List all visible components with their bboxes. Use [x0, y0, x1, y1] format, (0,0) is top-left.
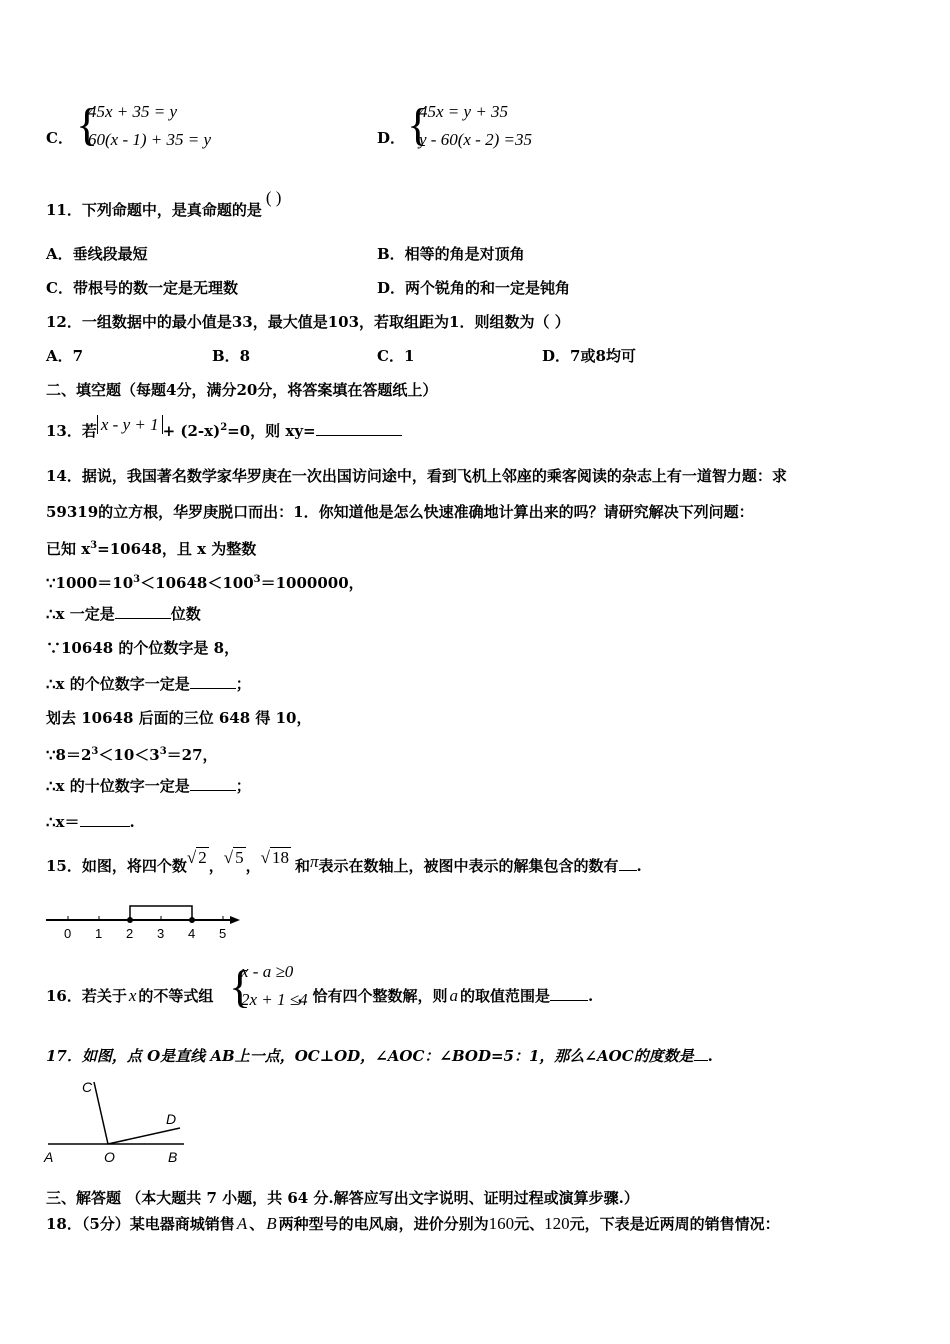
q14-line5: [46, 604, 201, 624]
q14-line10: [46, 776, 251, 796]
section-2-heading: 二、填空题（每题4分，满分20分，将答案填在答题纸上）: [46, 381, 438, 399]
axis-tick-label: 4: [188, 926, 196, 941]
axis-tick-label: 5: [219, 926, 227, 941]
q17-text: 17．如图，点 O是直线 AB上一点，OC⊥OD，∠AOC：∠BOD=5：1，那么∠AOC的度数是: [46, 1047, 694, 1065]
inequality-2: 2x + 1 ≤4: [241, 990, 308, 1009]
q15: [46, 848, 642, 876]
q14-line3-sup: 3: [90, 540, 98, 551]
label-b: B: [168, 1149, 178, 1165]
q11-option-a: A．垂线段最短: [46, 245, 148, 263]
q18-sep: 、: [249, 1215, 265, 1233]
q11-stem: [46, 188, 282, 220]
q18-price-b: 120: [544, 1214, 570, 1233]
q18-post: 元，下表是近两周的销售情况：: [569, 1215, 780, 1233]
q14-line7-b: ；: [235, 675, 251, 693]
q12-option-d: D．7或8均可: [542, 347, 636, 365]
q16-x: x: [128, 986, 137, 1005]
number-line-figure: [44, 902, 244, 942]
q14-line9-c: ＝27，: [166, 746, 218, 764]
q15-comma1: ，: [208, 857, 224, 875]
sqrt-18: √ 18: [260, 848, 289, 867]
label-c: C: [82, 1079, 93, 1095]
q14-line3-b: =10648，且 x 为整数: [97, 540, 257, 558]
sqrt-18-radicand: 18: [271, 848, 289, 867]
q18-a: A: [236, 1214, 248, 1233]
q14-blank-units-digit[interactable]: [190, 674, 236, 689]
sqrt-5-radicand: 5: [235, 848, 244, 867]
q14-line2: 59319的立方根，华罗庚脱口而出：1．你知道他是怎么快速准确地计算出来的吗？请研究解决下列问题：: [46, 503, 754, 521]
q18-yuan1: 元、: [514, 1215, 545, 1233]
q16-a: a: [449, 986, 458, 1005]
ray-od: [108, 1128, 180, 1144]
q16-answer-blank[interactable]: [550, 986, 588, 1001]
q18-pre: 18．（5分）某电器商城销售: [46, 1215, 235, 1233]
q14-line10-b: ；: [235, 777, 251, 795]
equation-system-c: [76, 100, 236, 160]
q16-mid: 的不等式组: [138, 987, 214, 1005]
brace-icon: {: [229, 961, 252, 1012]
axis-tick-label: 1: [95, 926, 103, 941]
q13-answer-blank[interactable]: [316, 421, 402, 436]
q14-line9-a: ∵8＝2: [46, 746, 92, 764]
q13-abs-expression: x - y + 1: [97, 415, 163, 434]
sqrt-5: √ 5: [223, 848, 244, 867]
q14-line11-a: ∴x＝: [46, 813, 80, 831]
q14-blank-tens-digit[interactable]: [190, 776, 236, 791]
q11-option-b: B．相等的角是对顶角: [377, 245, 525, 263]
q14-line4-a: ∵1000＝10: [46, 574, 134, 592]
ray-oc: [94, 1082, 108, 1144]
sqrt-2: √ 2: [186, 848, 207, 867]
q14-line5-b: 位数: [170, 605, 201, 623]
q14-blank-digits[interactable]: [115, 604, 171, 619]
axis-tick-label: 3: [157, 926, 165, 941]
q18-mid: 两种型号的电风扇，进价分别为: [278, 1215, 489, 1233]
q12-option-a: A．7: [46, 347, 84, 365]
q18-b: B: [266, 1214, 277, 1233]
section-3-heading: 三、解答题 （本大题共 7 小题，共 64 分.解答应写出文字说明、证明过程或演算步骤.）: [46, 1189, 639, 1207]
q13-post: + (2-x): [162, 422, 221, 440]
q16-pre: 16．若关于: [46, 987, 127, 1005]
q14-line9: [46, 742, 218, 765]
q16: [46, 986, 593, 1006]
q13-sup: 2: [220, 422, 228, 433]
q13: [46, 415, 402, 441]
brace-icon: {: [407, 99, 430, 150]
axis-tick-label: 2: [126, 926, 134, 941]
q13-tail: =0，则 xy=: [227, 422, 316, 440]
brace-icon: {: [76, 99, 99, 150]
q14-line3: [46, 536, 256, 559]
label-d: D: [166, 1111, 177, 1127]
q14-line11-b: .: [129, 813, 135, 831]
q17-answer-blank[interactable]: [694, 1046, 708, 1061]
q14-line6: ∵10648 的个位数字是 8，: [46, 639, 240, 657]
q15-post: 表示在数轴上，被图中表示的解集包含的数有: [318, 857, 619, 875]
q11-option-c: C．带根号的数一定是无理数: [46, 279, 238, 297]
q14-line9-sup1: 3: [91, 746, 99, 757]
inequality-system: [229, 962, 319, 1022]
option-c-label: C．: [46, 129, 73, 147]
equation-system-d: [407, 100, 587, 160]
q17-end: .: [707, 1047, 713, 1065]
q14-line10-a: ∴x 的十位数字一定是: [46, 777, 190, 795]
q14-line4-c: ＝1000000，: [260, 574, 364, 592]
label-a: A: [44, 1149, 54, 1165]
q14-line5-a: ∴x 一定是: [46, 605, 115, 623]
inequality-1: x - a ≥0: [241, 962, 294, 981]
q11-stem-text: 11．下列命题中，是真命题的是: [46, 201, 262, 219]
system-c-eq1: 45x + 35 = y: [88, 102, 178, 121]
axis-tick-label: 0: [64, 926, 72, 941]
q14-line1: 14．据说，我国著名数学家华罗庚在一次出国访问途中，看到飞机上邻座的乘客阅读的杂志上有一道智力题：求: [46, 467, 787, 485]
q15-comma2: ，: [245, 857, 261, 875]
arrow-icon: [230, 916, 240, 924]
q14-line11: [46, 812, 135, 832]
q18: [46, 1214, 780, 1234]
q16-post2: 的取值范围是: [459, 987, 550, 1005]
q18-price-a: 160: [488, 1214, 515, 1233]
q11-paren: ( ): [265, 188, 282, 207]
q14-line4-sup2: 3: [253, 574, 261, 585]
pi-symbol: π: [309, 852, 319, 871]
q14-line7-a: ∴x 的个位数字一定是: [46, 675, 190, 693]
q14-blank-x[interactable]: [80, 812, 130, 827]
q12-stem: 12．一组数据中的最小值是33，最大值是103，若取组距为1．则组数为（ ）: [46, 313, 570, 331]
option-d-label: D．: [377, 129, 406, 147]
sqrt-2-radicand: 2: [198, 848, 207, 867]
q13-pre: 13．若: [46, 422, 97, 440]
q14-line7: [46, 674, 251, 694]
label-o: O: [104, 1149, 115, 1165]
q14-line4: [46, 570, 364, 593]
q14-line9-b: ＜10＜3: [98, 746, 160, 764]
q14-line4-sup1: 3: [133, 574, 141, 585]
q15-end: .: [636, 857, 642, 875]
system-c-eq2: 60(x - 1) + 35 = y: [88, 130, 212, 149]
q14-line8: 划去 10648 后面的三位 648 得 10，: [46, 709, 312, 727]
q14-line4-b: ＜10648＜100: [140, 574, 254, 592]
angle-figure: [42, 1076, 192, 1166]
q15-and: 和: [294, 857, 310, 875]
q12-option-c: C．1: [377, 347, 415, 365]
q16-end: .: [587, 987, 594, 1005]
q15-pre: 15．如图，将四个数: [46, 857, 187, 875]
q16-post1: ，恰有四个整数解，则: [297, 987, 448, 1005]
q14-line9-sup2: 3: [159, 746, 167, 757]
q12-option-b: B．8: [212, 347, 251, 365]
system-d-eq1: 45x = y + 35: [419, 102, 509, 121]
q15-answer-blank[interactable]: [619, 856, 637, 871]
q14-line3-a: 已知 x: [46, 540, 91, 558]
q17: [46, 1046, 713, 1066]
system-d-eq2: y - 60(x - 2) =35: [419, 130, 532, 149]
q11-option-d: D．两个锐角的和一定是钝角: [377, 279, 571, 297]
